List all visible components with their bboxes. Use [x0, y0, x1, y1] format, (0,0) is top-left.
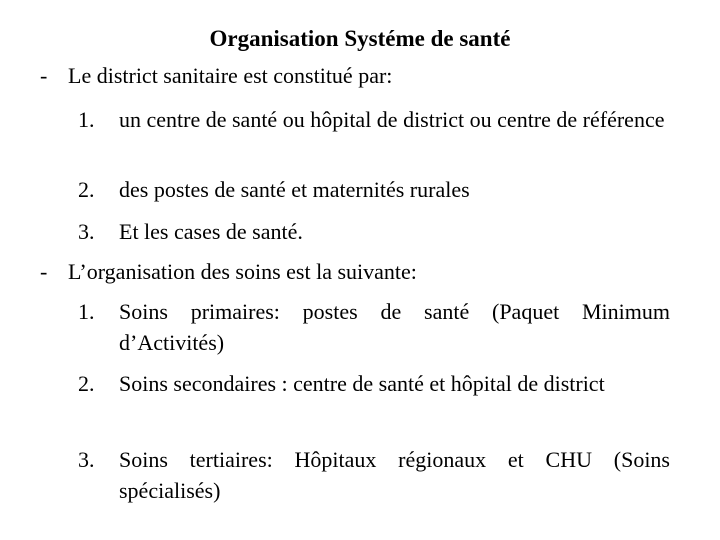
slide-title: Organisation Systéme de santé [209, 26, 511, 51]
item-number: 3. [78, 447, 95, 472]
item-number: 2. [78, 371, 95, 396]
item-text: Soins primaires: postes de santé (Paquet Minimum d’Activités) [119, 299, 670, 355]
item-number: 2. [78, 177, 95, 202]
item-text: un centre de santé ou hôpital de district ou centre de référence [119, 107, 665, 132]
item-text: Soins tertiaires: Hôpitaux régionaux et CHU (Soins spécialisés) [119, 447, 670, 503]
item-number: 1. [78, 107, 95, 132]
dash-marker: - [40, 259, 48, 284]
item-number: 3. [78, 219, 95, 244]
item-number: 1. [78, 299, 95, 324]
dash-marker: - [40, 63, 48, 88]
item-text: Et les cases de santé. [119, 219, 303, 244]
bullet-text: Le district sanitaire est constitué par: [68, 63, 393, 88]
item-text: Soins secondaires : centre de santé et hôpital de district [119, 371, 605, 396]
bullet-text: L’organisation des soins est la suivante: [68, 259, 417, 284]
item-text: des postes de santé et maternités rurales [119, 177, 470, 202]
